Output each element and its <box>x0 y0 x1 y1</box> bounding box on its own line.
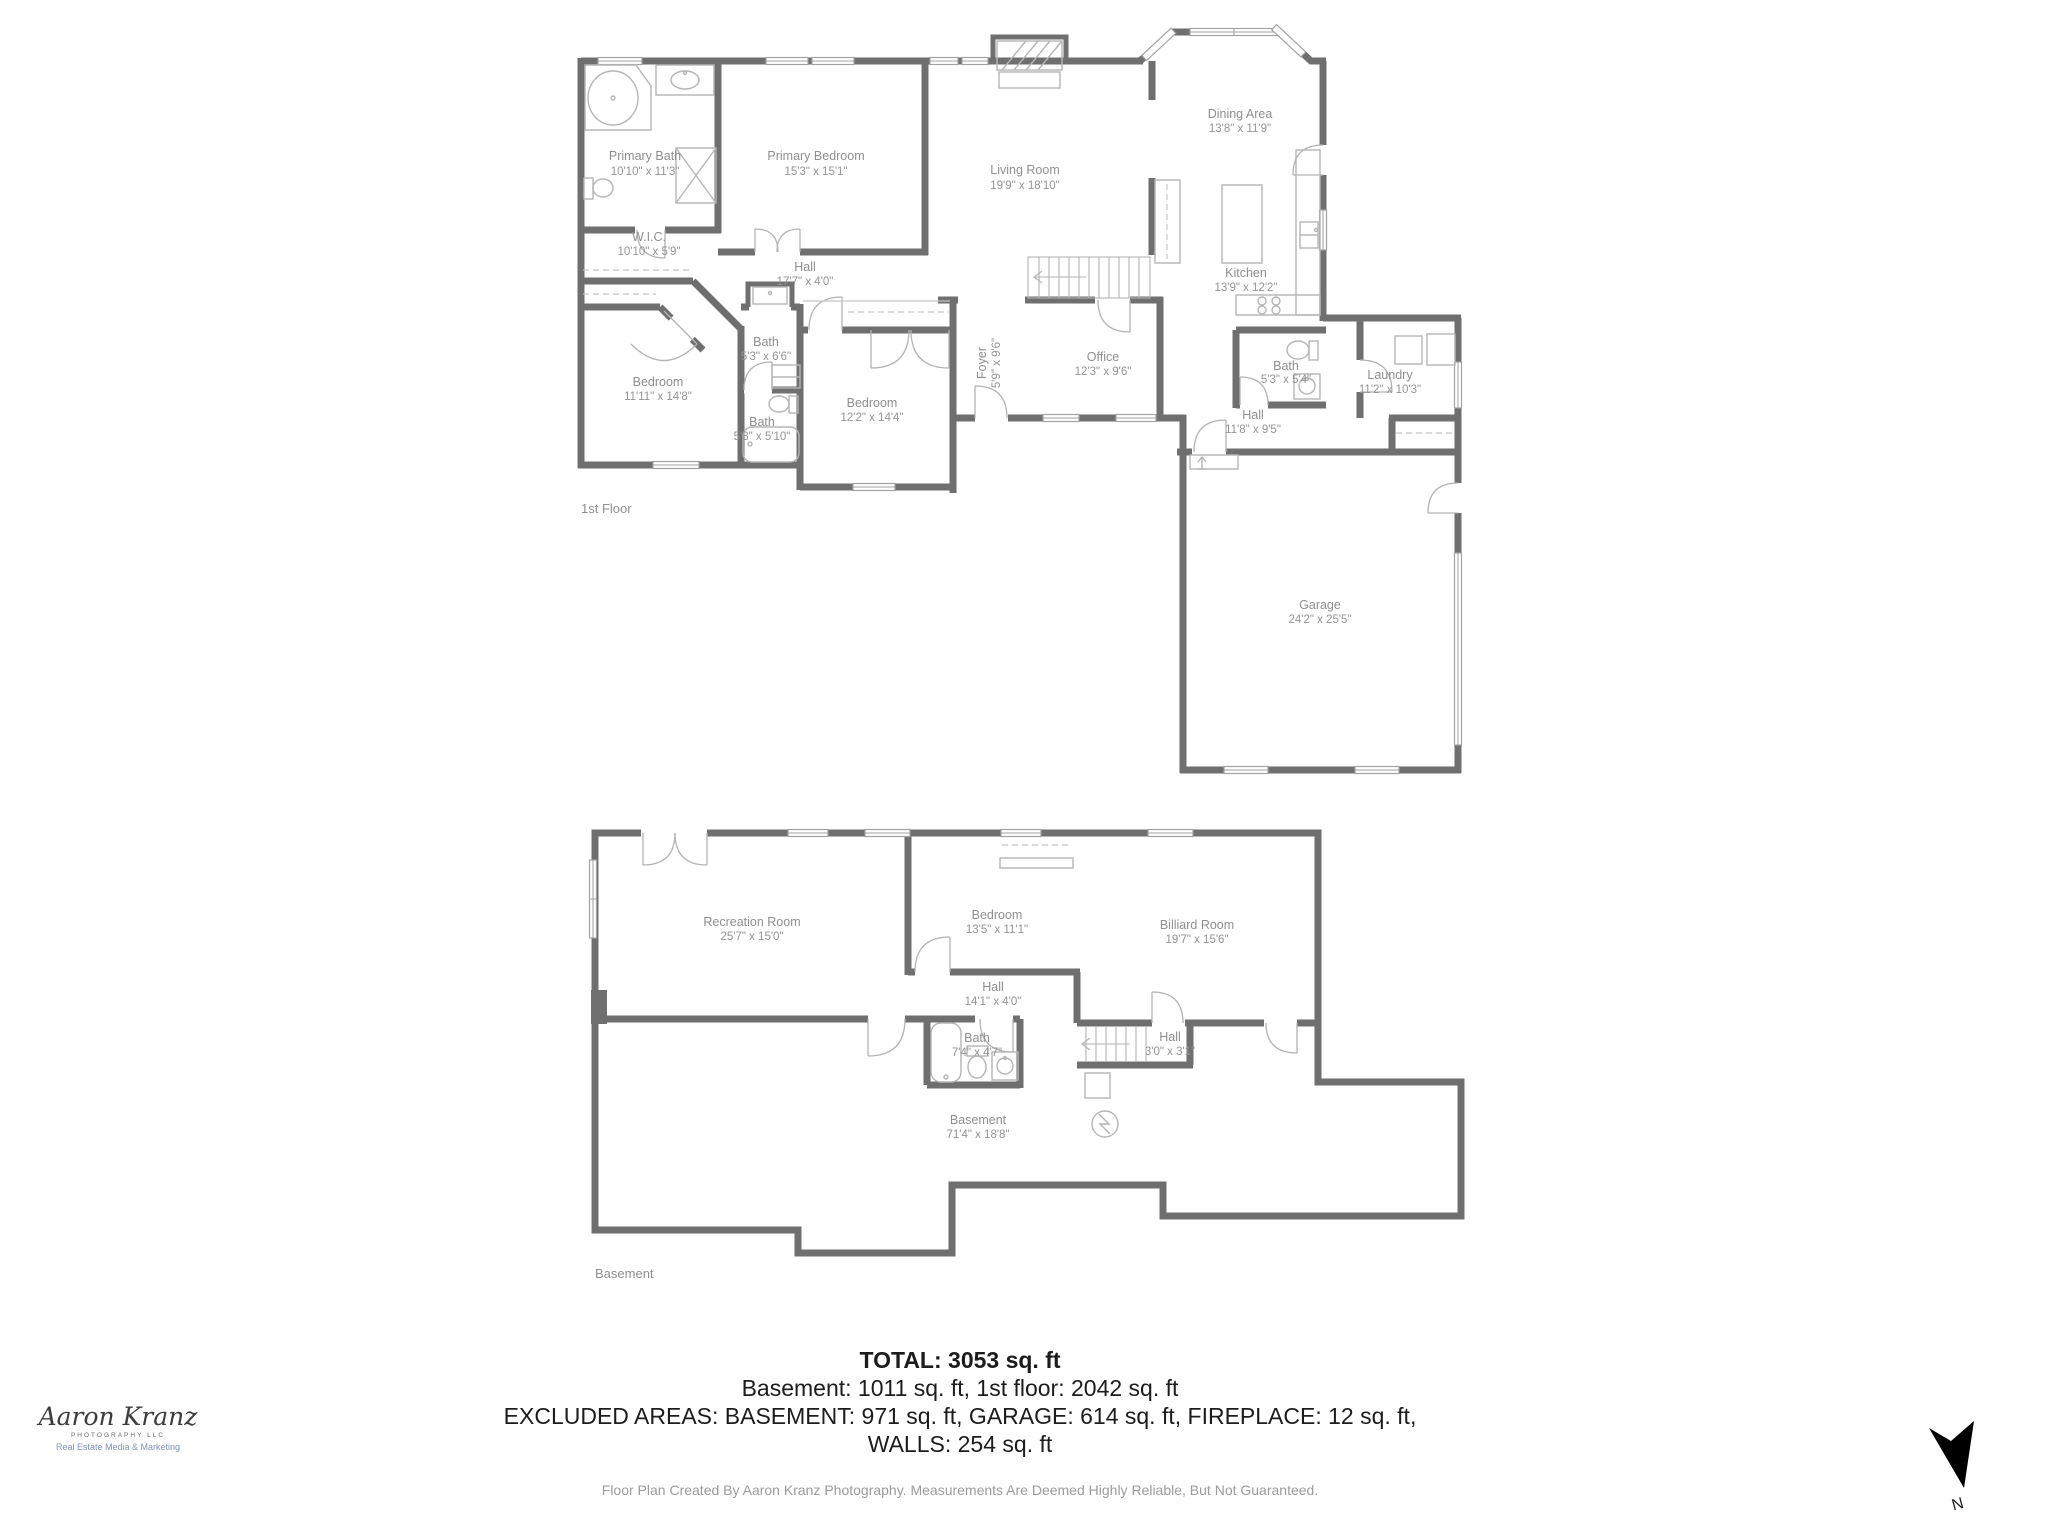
room-dims: 3'0" x 3'1" <box>1144 1046 1196 1058</box>
floor-title-basement: Basement <box>595 1266 654 1281</box>
room-label: Bath <box>753 335 779 349</box>
room-label: Bath <box>749 415 775 429</box>
room-label: Bedroom <box>846 396 898 410</box>
logo-tagline: Real Estate Media & Marketing <box>55 1442 181 1452</box>
kitchen-sink-icon <box>1300 222 1318 248</box>
room-dims: 19'7" x 15'6" <box>1165 934 1229 946</box>
room-dims: 19'9" x 18'10" <box>990 180 1060 192</box>
basement-windows <box>590 830 1194 939</box>
room-label: Primary Bedroom <box>767 149 865 163</box>
room-label: Bedroom <box>632 375 684 389</box>
floor-title-first: 1st Floor <box>581 501 632 516</box>
vanity-sink-icon <box>656 65 714 95</box>
room-dims: 5'3" x 5'10" <box>733 431 791 443</box>
room-dims: 17'7" x 4'0" <box>776 276 834 288</box>
room-dims: 11'11" x 14'8" <box>624 391 692 403</box>
room-label: Primary Bath <box>608 149 682 163</box>
credit-line: Floor Plan Created By Aaron Kranz Photography. Measurements Are Deemed Highly Reliable, But Not Guaranteed. <box>601 1482 1319 1498</box>
toilet-icon <box>584 178 613 199</box>
logo-name: Aaron Kranz <box>38 1402 198 1431</box>
room-dims: 10'10" x 11'3" <box>610 166 680 178</box>
photographer-logo <box>38 1402 198 1452</box>
linen-closet <box>772 365 800 388</box>
basement-fixtures <box>931 845 1146 1137</box>
total-area: TOTAL: 3053 sq. ft <box>859 1347 1061 1373</box>
room-dims: 71'4" x 18'8" <box>946 1129 1010 1141</box>
room-dims: 5'9" x 9'6" <box>991 337 1003 389</box>
room-dims: 25'7" x 15'0" <box>720 931 784 943</box>
closet-doors <box>1000 858 1073 868</box>
first-floor-plan <box>578 25 1462 774</box>
room-dims: 12'3" x 9'6" <box>1074 366 1132 378</box>
first-floor-walls <box>578 32 1461 773</box>
room-label: Garage <box>1299 598 1341 612</box>
first-floor-door-arcs <box>631 145 1458 513</box>
logo-subtitle: PHOTOGRAPHY LLC <box>70 1432 166 1439</box>
utility-icon <box>1085 1073 1110 1098</box>
room-label: Basement <box>949 1113 1007 1127</box>
stairs-basement <box>1082 1026 1146 1062</box>
room-label: Laundry <box>1367 368 1413 382</box>
basement-walls <box>591 833 1461 1253</box>
washer-icon <box>1395 336 1422 364</box>
room-dims: 24'2" x 25'5" <box>1288 614 1352 626</box>
room-dims: 12'2" x 14'4" <box>840 412 904 424</box>
garage-landing <box>1190 455 1238 469</box>
room-label: Bath <box>1273 359 1299 373</box>
corner-tub-icon <box>585 65 651 130</box>
room-label: Hall <box>1159 1030 1181 1044</box>
room-dims: 13'8" x 11'9" <box>1208 123 1272 135</box>
room-dims: 7'4" x 4'7" <box>951 1047 1003 1059</box>
excluded-areas: EXCLUDED AREAS: BASEMENT: 971 sq. ft, GARAGE: 614 sq. ft, FIREPLACE: 12 sq. ft, <box>503 1403 1417 1429</box>
sump-pump-icon <box>1092 1111 1118 1137</box>
room-label: Bath <box>964 1031 990 1045</box>
floor-areas: Basement: 1011 sq. ft, 1st floor: 2042 sq. ft <box>741 1375 1179 1401</box>
room-label: Hall <box>1242 408 1264 422</box>
room-label: Foyer <box>975 347 989 379</box>
shower-icon <box>676 148 716 203</box>
toilet-icon <box>769 396 798 413</box>
room-label: Hall <box>982 980 1004 994</box>
basement-plan <box>590 830 1462 1282</box>
room-dims: 13'9" x 12'2" <box>1214 282 1278 294</box>
sink-icon <box>753 287 787 304</box>
walls-area: WALLS: 254 sq. ft <box>867 1431 1053 1457</box>
room-label: Bedroom <box>971 908 1023 922</box>
room-label: W.I.C. <box>631 230 667 244</box>
room-dims: 11'2" x 10'3" <box>1358 384 1422 396</box>
room-dims: 15'3" x 15'1" <box>784 166 848 178</box>
stove-icon <box>1258 297 1280 314</box>
first-floor-door-gaps <box>632 145 1462 513</box>
room-dims: 11'8" x 9'5" <box>1225 424 1281 436</box>
toilet-icon <box>1287 341 1318 360</box>
north-label: N <box>1950 1494 1966 1515</box>
room-dims: 14'1" x 4'0" <box>964 996 1022 1008</box>
basement-labels <box>595 908 1234 1281</box>
room-dims: 5'3" x 5'4" <box>1260 374 1312 386</box>
room-dims: 10'10" x 5'9" <box>617 246 681 258</box>
stairs-first-floor <box>1028 257 1150 298</box>
room-dims: 13'5" x 11'1" <box>965 924 1029 936</box>
room-label: Hall <box>794 260 816 274</box>
room-label: Recreation Room <box>703 915 801 929</box>
room-label: Kitchen <box>1225 266 1267 280</box>
room-label: Dining Area <box>1207 107 1273 121</box>
north-arrow-icon <box>1929 1421 1974 1514</box>
room-label: Billiard Room <box>1159 918 1235 932</box>
room-dims: 5'3" x 6'6" <box>740 351 792 363</box>
room-label: Living Room <box>990 163 1060 177</box>
foundation-step <box>591 990 607 1024</box>
first-floor-labels <box>581 107 1421 626</box>
area-summary <box>460 1346 1460 1458</box>
dryer-icon <box>1427 334 1455 365</box>
room-label: Office <box>1086 350 1120 364</box>
first-floor-windows <box>598 25 1462 774</box>
